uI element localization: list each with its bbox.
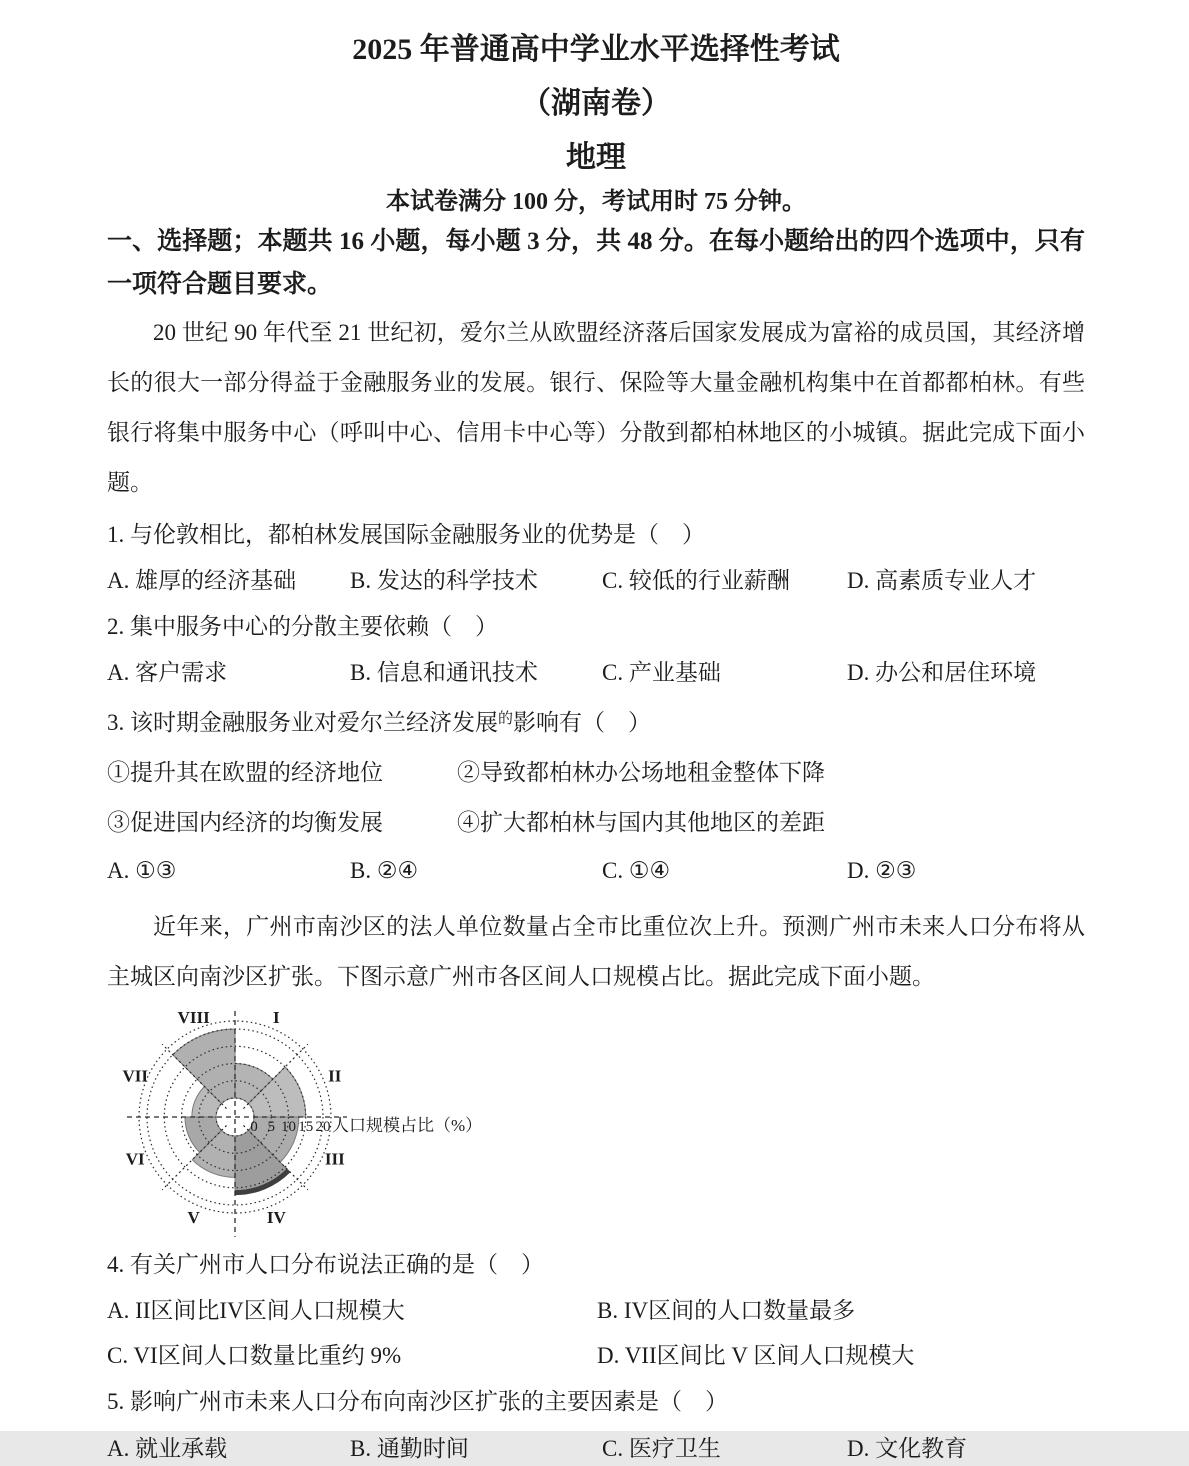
passage-ireland: 20 世纪 90 年代至 21 世纪初，爱尔兰从欧盟经济落后国家发展成为富裕的成员国，其经济增长的很大一部分得益于金融服务业的发展。银行、保险等大量金融机构集中在首都都柏林。有些银行将集中服务中心（呼叫中心、信用卡中心等）分散到都柏林地区的小城镇。据此完成下面小题。 [107, 320, 1085, 495]
svg-text:VI: VI [125, 1149, 145, 1169]
svg-text:10: 10 [281, 1119, 296, 1135]
svg-text:5: 5 [267, 1119, 275, 1135]
question-3-option-b: B. ②④ [350, 858, 419, 883]
question-2-option-a: A. 客户需求 [107, 660, 228, 685]
question-3-options [107, 854, 1085, 888]
question-5-option-d: D. 文化教育 [847, 1436, 968, 1461]
question-2-options [107, 656, 1085, 690]
question-3-option-a: A. ①③ [107, 858, 177, 883]
question-1-option-d: D. 高素质专业人才 [847, 568, 1037, 593]
question-4-option-a: A. II区间比IV区间人口规模大 [107, 1298, 405, 1323]
question-3-suboptions-row-2 [107, 806, 1085, 840]
population-share-figure [118, 1004, 578, 1244]
question-3-suboption-2: ②导致都柏林办公场地租金整体下降 [457, 760, 825, 785]
question-5-option-a: A. 就业承载 [107, 1436, 228, 1461]
question-2-option-d: D. 办公和居住环境 [847, 660, 1037, 685]
question-4-option-d: D. VII区间比 V 区间人口规模大 [597, 1343, 915, 1368]
svg-text:III: III [324, 1149, 345, 1169]
exam-paper-region: （湖南卷） [521, 87, 671, 120]
svg-text:20: 20 [315, 1119, 331, 1135]
question-5-option-b: B. 通勤时间 [350, 1436, 469, 1461]
question-5-options [107, 1432, 1085, 1466]
question-3-stem-suffix: 影响有（ ） [513, 710, 652, 735]
question-3-suboption-1: ①提升其在欧盟的经济地位 [107, 760, 383, 785]
passage-guangzhou: 近年来，广州市南沙区的法人单位数量占全市比重位次上升。预测广州市未来人口分布将从主城区向南沙区扩张。下图示意广州市各区间人口规模占比。据此完成下面小题。 [107, 914, 1085, 989]
svg-text:I: I [273, 1008, 280, 1028]
question-2-option-b: B. 信息和通讯技术 [350, 660, 538, 685]
exam-title: 2025 年普通高中学业水平选择性考试 [352, 33, 840, 66]
question-3-suboptions-row-1 [107, 756, 1085, 790]
question-1-stem: 1. 与伦敦相比，都柏林发展国际金融服务业的优势是（ ） [107, 522, 705, 547]
question-4-options-row-1 [107, 1294, 1085, 1328]
svg-text:人口规模占比（%）: 人口规模占比（%） [332, 1116, 483, 1135]
svg-text:15: 15 [298, 1119, 314, 1135]
question-3-suboption-4: ④扩大都柏林与国内其他地区的差距 [457, 810, 825, 835]
question-1-option-b: B. 发达的科学技术 [350, 568, 538, 593]
question-5-stem: 5. 影响广州市未来人口分布向南沙区扩张的主要因素是（ ） [107, 1389, 728, 1414]
question-3-stem-prefix: 3. 该时期金融服务业对爱尔兰经济发展 [107, 710, 498, 735]
exam-info-line: 本试卷满分 100 分，考试用时 75 分钟。 [386, 189, 806, 215]
question-3-stem-superscript: 的 [498, 711, 514, 727]
question-5-option-c: C. 医疗卫生 [602, 1436, 721, 1461]
question-4-option-c: C. VI区间人口数量比重约 9% [107, 1343, 402, 1368]
svg-text:II: II [328, 1066, 342, 1086]
question-2-stem: 2. 集中服务中心的分散主要依赖（ ） [107, 614, 498, 639]
question-3-stem [107, 702, 1085, 740]
question-4-options-row-2 [107, 1339, 1085, 1373]
svg-text:IV: IV [266, 1207, 286, 1227]
question-1-option-c: C. 较低的行业薪酬 [602, 568, 790, 593]
question-2-option-c: C. 产业基础 [602, 660, 721, 685]
population-rose-chart [118, 1004, 578, 1244]
exam-subject: 地理 [566, 141, 626, 174]
question-1-options [107, 564, 1085, 598]
question-3-option-d: D. ②③ [847, 858, 917, 883]
question-3-option-c: C. ①④ [602, 858, 671, 883]
question-1-option-a: A. 雄厚的经济基础 [107, 568, 297, 593]
svg-text:VII: VII [122, 1066, 148, 1086]
svg-text:VIII: VIII [177, 1008, 210, 1028]
svg-text:0: 0 [250, 1119, 258, 1135]
question-4-stem: 4. 有关广州市人口分布说法正确的是（ ） [107, 1252, 544, 1277]
question-4-option-b: B. IV区间的人口数量最多 [597, 1298, 856, 1323]
question-3-suboption-3: ③促进国内经济的均衡发展 [107, 810, 383, 835]
section1-header: 一、选择题；本题共 16 小题，每小题 3 分，共 48 分。在每小题给出的四个选项中，只有一项符合题目要求。 [107, 228, 1085, 298]
svg-text:V: V [187, 1207, 200, 1227]
